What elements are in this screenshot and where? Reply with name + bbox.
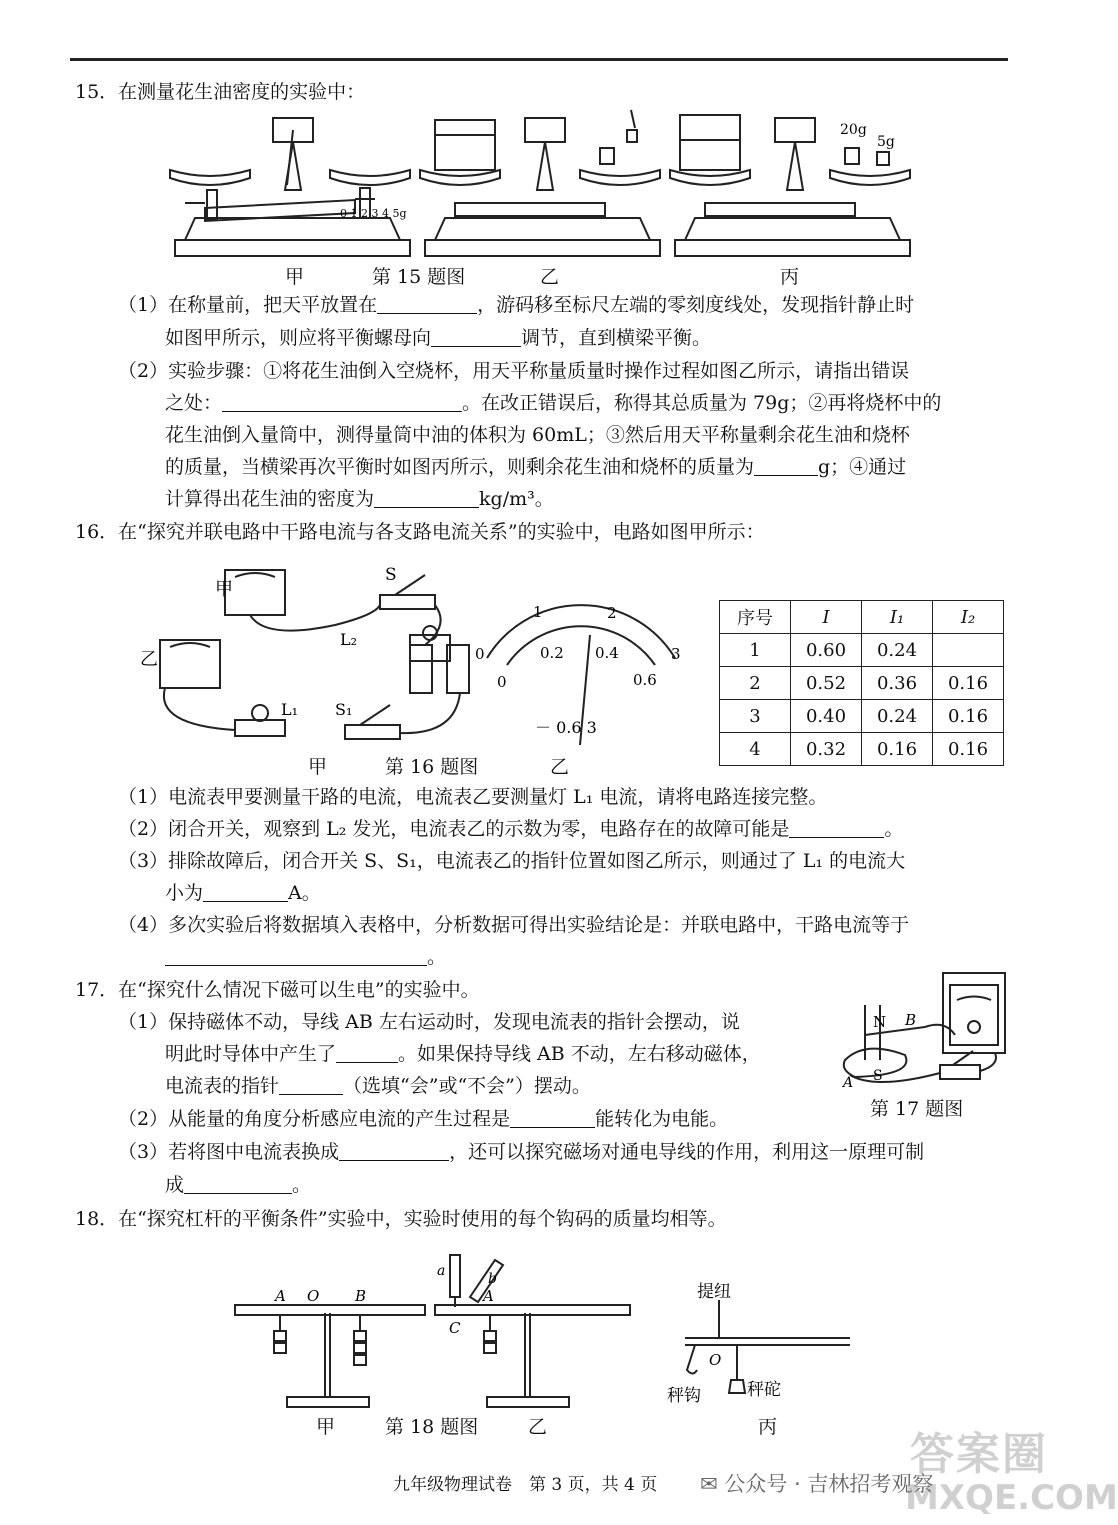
watermark-url: MXQE.COM <box>905 1478 1118 1518</box>
q15-scale-label: 0 1 2 3 4 5g <box>340 207 407 220</box>
table-header: I <box>791 601 862 634</box>
svg-text:N: N <box>873 1013 887 1031</box>
table-row <box>720 733 1004 766</box>
q17-title: 17．在“探究什么情况下磁可以生电”的实验中。 <box>75 979 480 1001</box>
table-cell: 0.36 <box>862 667 933 700</box>
svg-text:秤砣: 秤砣 <box>747 1380 781 1400</box>
q18-label-yi: 乙 <box>528 1416 548 1438</box>
table-cell: 0.60 <box>791 634 862 667</box>
svg-text:S: S <box>873 1068 883 1084</box>
answer-blank[interactable] <box>377 295 477 314</box>
q16-part3-line1: （3）排除故障后，闭合开关 S、S₁，电流表乙的指针位置如图乙所示，则通过了 L₁ 的电流大 <box>118 850 906 872</box>
q18-caption: 第 18 题图 <box>385 1416 479 1438</box>
answer-blank[interactable] <box>754 457 818 476</box>
q16-part2: （2）闭合开关，观察到 L₂ 发光，电流表乙的示数为零，电路存在的故障可能是 。 <box>118 818 904 840</box>
q15-weight-5g: 5g <box>877 134 895 150</box>
svg-text:S: S <box>385 565 397 585</box>
q18-figure <box>225 1235 865 1415</box>
q15-label-bing: 丙 <box>780 266 800 288</box>
answer-blank[interactable] <box>279 1076 343 1095</box>
svg-text:b: b <box>488 1271 497 1287</box>
answer-blank[interactable] <box>431 328 521 347</box>
svg-text:B: B <box>905 1011 917 1029</box>
q17-part3-line2: 成 。 <box>165 1174 312 1196</box>
svg-text:3: 3 <box>671 645 681 663</box>
table-cell: 0.40 <box>791 700 862 733</box>
table-cell: 3 <box>720 700 791 733</box>
svg-text:L₁: L₁ <box>281 700 299 719</box>
answer-blank[interactable] <box>165 947 427 966</box>
answer-blank[interactable] <box>374 489 479 508</box>
q17-part3-line1: （3）若将图中电流表换成 ，还可以探究磁场对通电导线的作用，利用这一原理可制 <box>118 1141 925 1163</box>
q15-part2-line1: （2）实验步骤：①将花生油倒入空烧杯，用天平称量质量时操作过程如图乙所示，请指出错误 <box>118 360 910 382</box>
q17-part1-line1: （1）保持磁体不动，导线 AB 左右运动时，发现电流表的指针会摆动，说 <box>118 1011 740 1033</box>
q15-part2-line4: 的质量，当横梁再次平衡时如图丙所示，则剩余花生油和烧杯的质量为 g；④通过 <box>165 456 907 478</box>
q18-label-jia: 甲 <box>316 1416 336 1438</box>
q16-circuit-figure <box>135 555 695 755</box>
table-header: I₁ <box>862 601 933 634</box>
wechat-watermark: ✉ 公众号 · 吉林招考观察 <box>700 1472 934 1496</box>
svg-text:L₂: L₂ <box>340 630 358 649</box>
q15-part2-line3: 花生油倒入量筒中，测得量筒中油的体积为 60mL；③然后用天平称量剩余花生油和烧杯 <box>165 424 910 446</box>
q16-part3-line2: 小为 A。 <box>165 882 321 904</box>
q15-label-yi: 乙 <box>540 266 560 288</box>
q18-label-bing: 丙 <box>758 1416 778 1438</box>
q16-caption: 第 16 题图 <box>385 756 479 778</box>
svg-text:2: 2 <box>607 604 617 622</box>
table-cell: 0.32 <box>791 733 862 766</box>
q17-figure <box>835 965 1015 1095</box>
q16-label-jia: 甲 <box>308 756 328 778</box>
answer-blank[interactable] <box>789 819 884 838</box>
svg-text:0.4: 0.4 <box>595 644 619 662</box>
top-rule <box>70 58 1008 61</box>
table-cell: 2 <box>720 667 791 700</box>
svg-text:O: O <box>709 1351 722 1369</box>
svg-text:乙: 乙 <box>140 649 158 670</box>
svg-text:0.6: 0.6 <box>633 671 657 689</box>
svg-text:甲: 甲 <box>215 579 233 600</box>
q15-part2-line5: 计算得出花生油的密度为 kg/m³。 <box>165 488 554 510</box>
table-cell: 0.16 <box>933 667 1004 700</box>
answer-blank[interactable] <box>184 1175 292 1194</box>
answer-blank[interactable] <box>203 883 288 902</box>
q17-part2: （2）从能量的角度分析感应电流的产生过程是 能转化为电能。 <box>118 1108 729 1130</box>
table-row <box>720 700 1004 733</box>
table-cell: 0.16 <box>933 700 1004 733</box>
svg-text:A: A <box>843 1075 854 1091</box>
svg-text:1: 1 <box>533 603 543 621</box>
svg-text:0: 0 <box>475 645 485 663</box>
q16-data-table <box>719 600 1004 766</box>
q15-weight-20g: 20g <box>840 122 867 138</box>
svg-text:0.2: 0.2 <box>540 644 564 662</box>
q17-caption: 第 17 题图 <box>870 1098 964 1120</box>
q15-caption: 第 15 题图 <box>372 266 466 288</box>
table-cell: 4 <box>720 733 791 766</box>
svg-text:A: A <box>275 1287 286 1305</box>
svg-text:A: A <box>483 1287 494 1305</box>
q16-label-yi: 乙 <box>550 756 570 778</box>
table-header: 序号 <box>720 601 791 634</box>
table-cell: 0.16 <box>862 733 933 766</box>
svg-text:0: 0 <box>497 673 507 691</box>
table-cell: 1 <box>720 634 791 667</box>
svg-text:a: a <box>437 1263 446 1279</box>
q15-title: 15．在测量花生油密度的实验中： <box>75 81 366 103</box>
svg-text:S₁: S₁ <box>335 700 353 719</box>
svg-text:秤钩: 秤钩 <box>667 1386 701 1406</box>
q16-title: 16．在“探究并联电路中干路电流与各支路电流关系”的实验中，电路如图甲所示： <box>75 521 765 543</box>
table-cell: 0.24 <box>862 634 933 667</box>
watermark-logo: 答案圈 <box>910 1429 1048 1480</box>
svg-text:－ 0.6 3: － 0.6 3 <box>535 718 597 737</box>
table-header: I₂ <box>933 601 1004 634</box>
table-header-row <box>720 601 1004 634</box>
q16-part1: （1）电流表甲要测量干路的电流，电流表乙要测量灯 L₁ 电流，请将电路连接完整。 <box>118 786 828 808</box>
q15-part2-line2: 之处： 。在改正错误后，称得其总质量为 79g；②再将烧杯中的 <box>165 392 942 414</box>
svg-text:C: C <box>449 1319 461 1337</box>
table-cell: 0.16 <box>933 733 1004 766</box>
table-cell[interactable] <box>933 634 1004 667</box>
table-row <box>720 667 1004 700</box>
answer-blank[interactable] <box>510 1109 595 1128</box>
q15-part1-line1: （1）在称量前，把天平放置在 ，游码移至标尺左端的零刻度线处，发现指针静止时 <box>118 294 915 316</box>
svg-text:B: B <box>355 1287 367 1305</box>
q16-part4-line2: 。 <box>165 945 446 970</box>
answer-blank[interactable] <box>222 393 462 412</box>
answer-blank[interactable] <box>336 1044 398 1063</box>
table-cell: 0.52 <box>791 667 862 700</box>
q15-label-jia: 甲 <box>285 266 305 288</box>
page-footer: 九年级物理试卷 第 3 页，共 4 页 <box>393 1475 658 1495</box>
q15-part1-line2: 如图甲所示，则应将平衡螺母向 调节，直到横梁平衡。 <box>165 327 712 349</box>
q17-part1-line3: 电流表的指针 （选填“会”或“不会”）摆动。 <box>165 1075 591 1097</box>
svg-text:O: O <box>307 1287 320 1305</box>
q16-part4-line1: （4）多次实验后将数据填入表格中，分析数据可得出实验结论是：并联电路中，干路电流等于 <box>118 914 910 936</box>
svg-text:提纽: 提纽 <box>697 1282 731 1302</box>
table-row <box>720 634 1004 667</box>
q17-part1-line2: 明此时导体中产生了 。如果保持导线 AB 不动，左右移动磁体， <box>165 1043 761 1065</box>
table-cell: 0.24 <box>862 700 933 733</box>
answer-blank[interactable] <box>339 1142 449 1161</box>
q18-title: 18．在“探究杠杆的平衡条件”实验中，实验时使用的每个钩码的质量均相等。 <box>75 1208 727 1230</box>
wechat-icon: ✉ <box>700 1472 718 1496</box>
